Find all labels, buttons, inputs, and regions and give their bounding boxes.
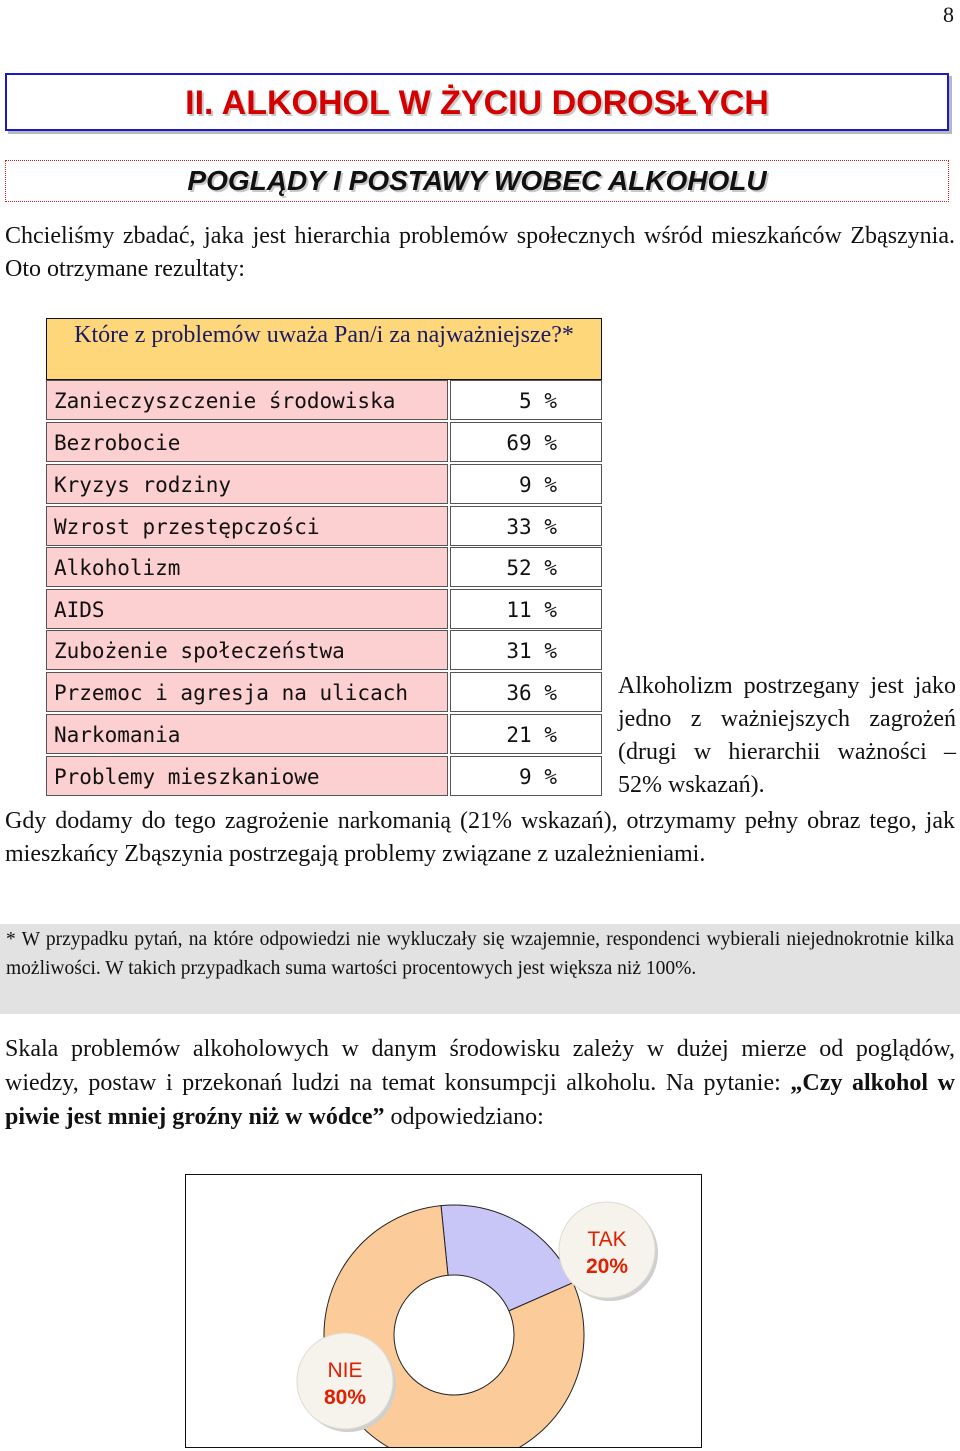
table-row-value: 69 % [450, 422, 602, 462]
paragraph-tail-text: odpowiedziano: [384, 1104, 544, 1130]
page-number: 8 [943, 2, 954, 27]
beer-question-paragraph [5, 1032, 955, 1134]
table-row [46, 630, 602, 672]
data-label-value: 20% [585, 1255, 629, 1278]
table-row-value: 36 % [450, 672, 602, 712]
table-row [46, 589, 602, 631]
table-question-header: Które z problemów uważa Pan/i za najważniejsze?* [46, 318, 602, 380]
table-row [46, 714, 602, 756]
table-row [46, 506, 602, 548]
data-label-category: TAK [587, 1228, 627, 1251]
table-row-label: Alkoholizm [46, 547, 448, 587]
chapter-title: II. ALKOHOL W ŻYCIU DOROSŁYCH [185, 84, 769, 122]
footnote: * W przypadku pytań, na które odpowiedzi nie wykluczały się wzajemnie, respondenci wybierali niejednokrotnie kilka możliwości. W takich przypadkach suma wartości procentowych jest większa niż 100%. [0, 924, 960, 1014]
table-row-label: Bezrobocie [46, 422, 448, 462]
section-title: POGLĄDY I POSTAWY WOBEC ALKOHOLU [187, 165, 767, 196]
table-row-value: 9 % [450, 464, 602, 504]
table-row-label: AIDS [46, 589, 448, 629]
table-row-value: 21 % [450, 714, 602, 754]
table-row [46, 464, 602, 506]
data-label-category: NIE [327, 1359, 363, 1382]
table-row-value: 31 % [450, 630, 602, 670]
table-row-label: Problemy mieszkaniowe [46, 756, 448, 796]
continued-paragraph: Gdy dodamy do tego zagrożenie narkomanią (21% wskazań), otrzymamy pełny obraz tego, jak mieszkańcy Zbąszynia postrzegają problemy związane z uzależnieniami. [5, 808, 955, 867]
section-title-box [5, 160, 949, 202]
table-row-value: 5 % [450, 380, 602, 420]
table-row-label: Zubożenie społeczeństwa [46, 630, 448, 670]
table-row [46, 547, 602, 589]
paragraph-lead-text: Skala problemów alkoholowych w danym środowisku zależy w dużej mierze od poglądów, wiedzy, postaw i przekonań ludzi na temat konsumpcji alkoholu. Na pytanie: [5, 1036, 955, 1096]
table-row-label: Kryzys rodziny [46, 464, 448, 504]
table-row-label: Przemoc i agresja na ulicach [46, 672, 448, 712]
table-row [46, 756, 602, 798]
side-commentary: Alkoholizm postrzegany jest jako jedno z ważniejszych zagrożeń (drugi w hierarchii ważności – 52% wskazań). [618, 673, 956, 798]
table-row-value: 33 % [450, 506, 602, 546]
data-label-value: 80% [323, 1386, 367, 1409]
table-row-label: Narkomania [46, 714, 448, 754]
survey-question-text: „Czy alkohol w piwie jest mniej groźny niż w wódce” [5, 1070, 955, 1130]
intro-paragraph: Chcieliśmy zbadać, jaka jest hierarchia problemów społecznych wśród mieszkańców Zbąszynia. Oto otrzymane rezultaty: [5, 223, 955, 282]
table-row [46, 422, 602, 464]
table-row-value: 52 % [450, 547, 602, 587]
table-row-value: 11 % [450, 589, 602, 629]
donut-chart [186, 1175, 701, 1447]
donut-chart-frame [185, 1174, 702, 1448]
table-row-label: Wzrost przestępczości [46, 506, 448, 546]
chapter-title-box [5, 73, 949, 131]
table-row [46, 380, 602, 422]
table-row [46, 672, 602, 714]
table-row-value: 9 % [450, 756, 602, 796]
table-row-label: Zanieczyszczenie środowiska [46, 380, 448, 420]
